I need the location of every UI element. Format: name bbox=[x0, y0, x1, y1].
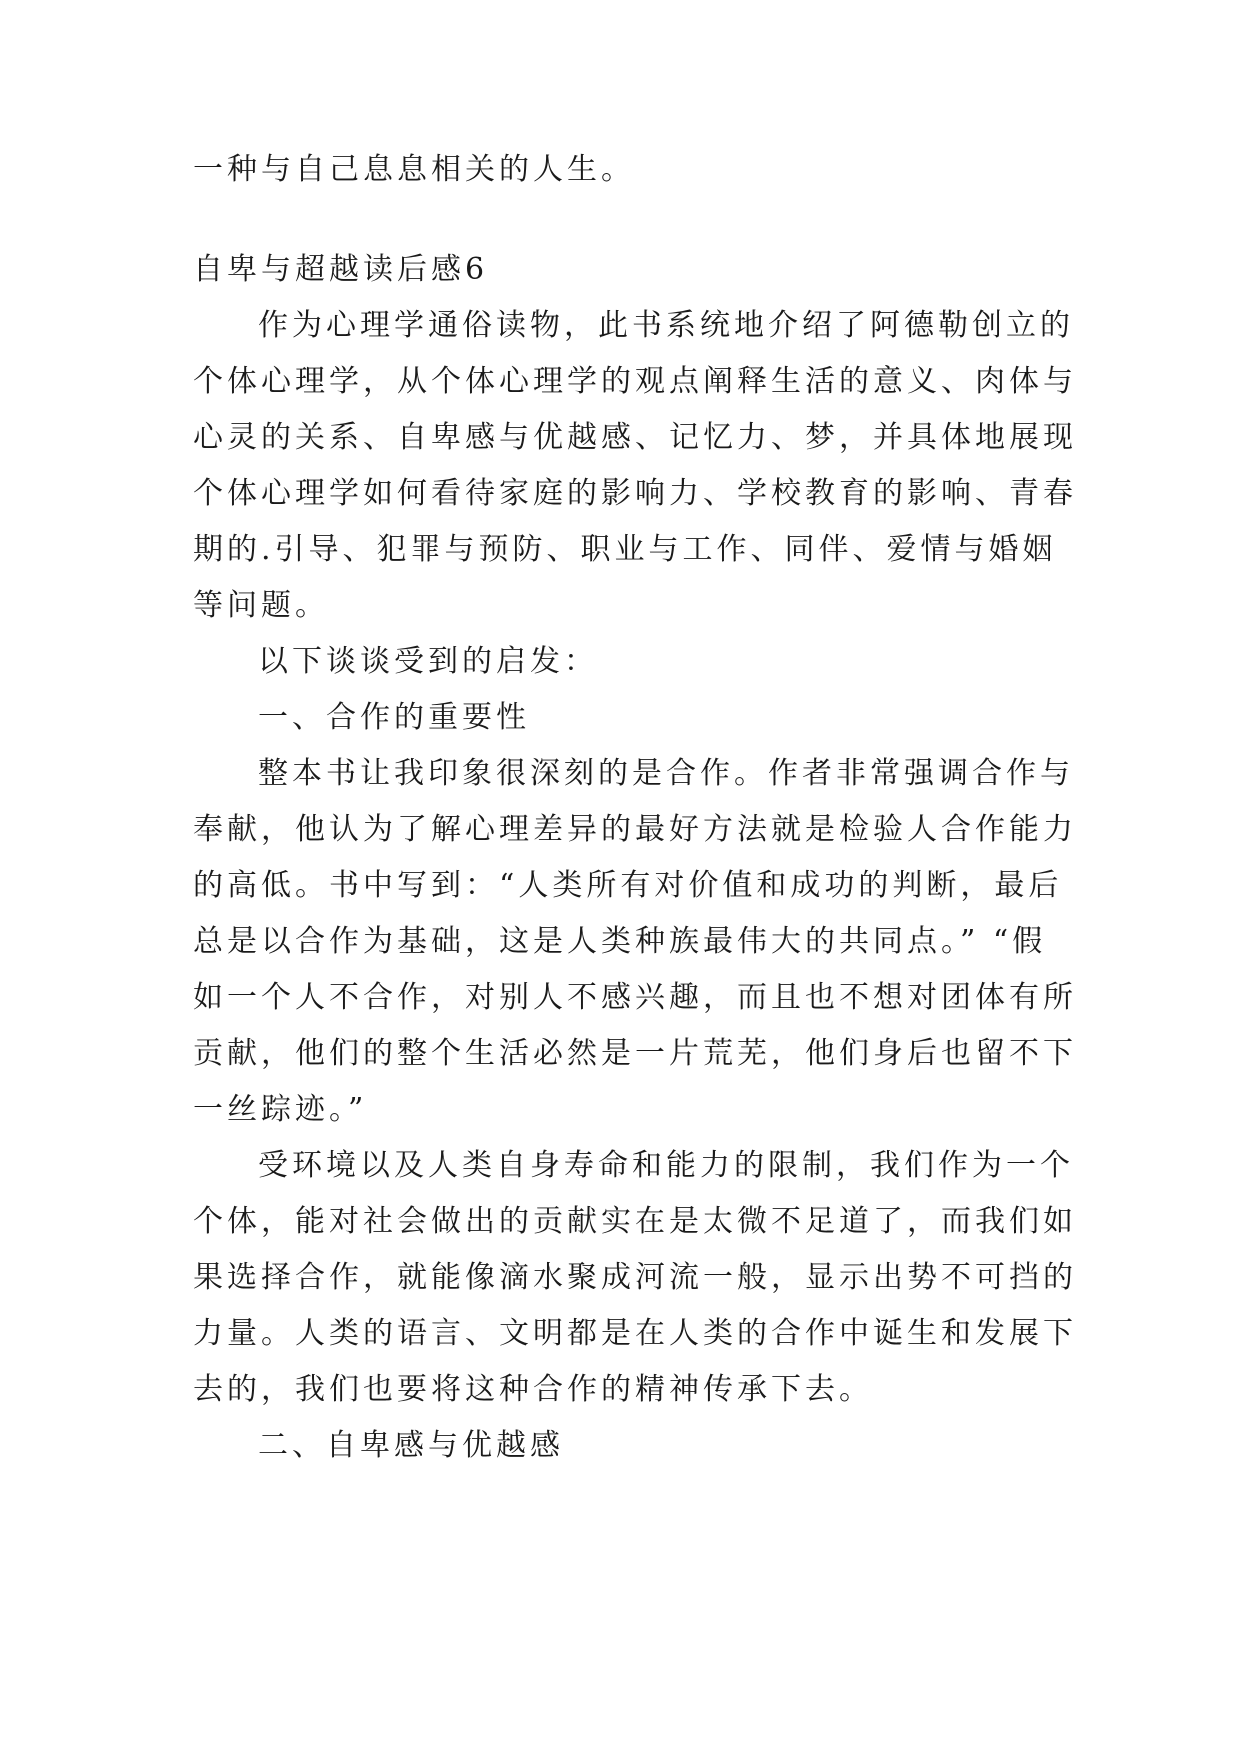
paragraph-line: 总是以合作为基础，这是人类种族最伟大的共同点。” “假 bbox=[193, 924, 1047, 959]
paragraph-line: 期的.引导、犯罪与预防、职业与工作、同伴、爱情与婚姻 bbox=[193, 532, 1057, 567]
section-heading: 一、合作的重要性 bbox=[258, 700, 530, 735]
essay-title: 自卑与超越读后感6 bbox=[193, 252, 489, 287]
paragraph-line: 整本书让我印象很深刻的是合作。作者非常强调合作与 bbox=[258, 756, 1074, 791]
paragraph-line: 贡献，他们的整个生活必然是一片荒芜，他们身后也留不下 bbox=[193, 1036, 1077, 1071]
paragraph-line: 如一个人不合作，对别人不感兴趣，而且也不想对团体有所 bbox=[193, 980, 1077, 1015]
paragraph-line: 个体，能对社会做出的贡献实在是太微不足道了，而我们如 bbox=[193, 1204, 1077, 1239]
intro-line: 以下谈谈受到的启发： bbox=[258, 644, 598, 679]
paragraph-line: 心灵的关系、自卑感与优越感、记忆力、梦，并具体地展现 bbox=[193, 420, 1077, 455]
paragraph-line: 等问题。 bbox=[193, 588, 329, 623]
paragraph-line: 一丝踪迹。” bbox=[193, 1092, 368, 1127]
paragraph-line: 受环境以及人类自身寿命和能力的限制，我们作为一个 bbox=[258, 1148, 1074, 1183]
paragraph-line: 去的，我们也要将这种合作的精神传承下去。 bbox=[193, 1372, 873, 1407]
paragraph-line: 个体心理学如何看待家庭的影响力、学校教育的影响、青春 bbox=[193, 476, 1077, 511]
paragraph-line: 奉献，他认为了解心理差异的最好方法就是检验人合作能力 bbox=[193, 812, 1077, 847]
paragraph-line: 个体心理学，从个体心理学的观点阐释生活的意义、肉体与 bbox=[193, 364, 1077, 399]
previous-paragraph-ending: 一种与自己息息相关的人生。 bbox=[193, 152, 635, 187]
paragraph-line: 作为心理学通俗读物，此书系统地介绍了阿德勒创立的 bbox=[258, 308, 1074, 343]
paragraph-line: 的高低。书中写到：“人类所有对价值和成功的判断，最后 bbox=[193, 868, 1063, 903]
section-heading: 二、自卑感与优越感 bbox=[258, 1428, 564, 1463]
paragraph-line: 果选择合作，就能像滴水聚成河流一般，显示出势不可挡的 bbox=[193, 1260, 1077, 1295]
paragraph-line: 力量。人类的语言、文明都是在人类的合作中诞生和发展下 bbox=[193, 1316, 1077, 1351]
